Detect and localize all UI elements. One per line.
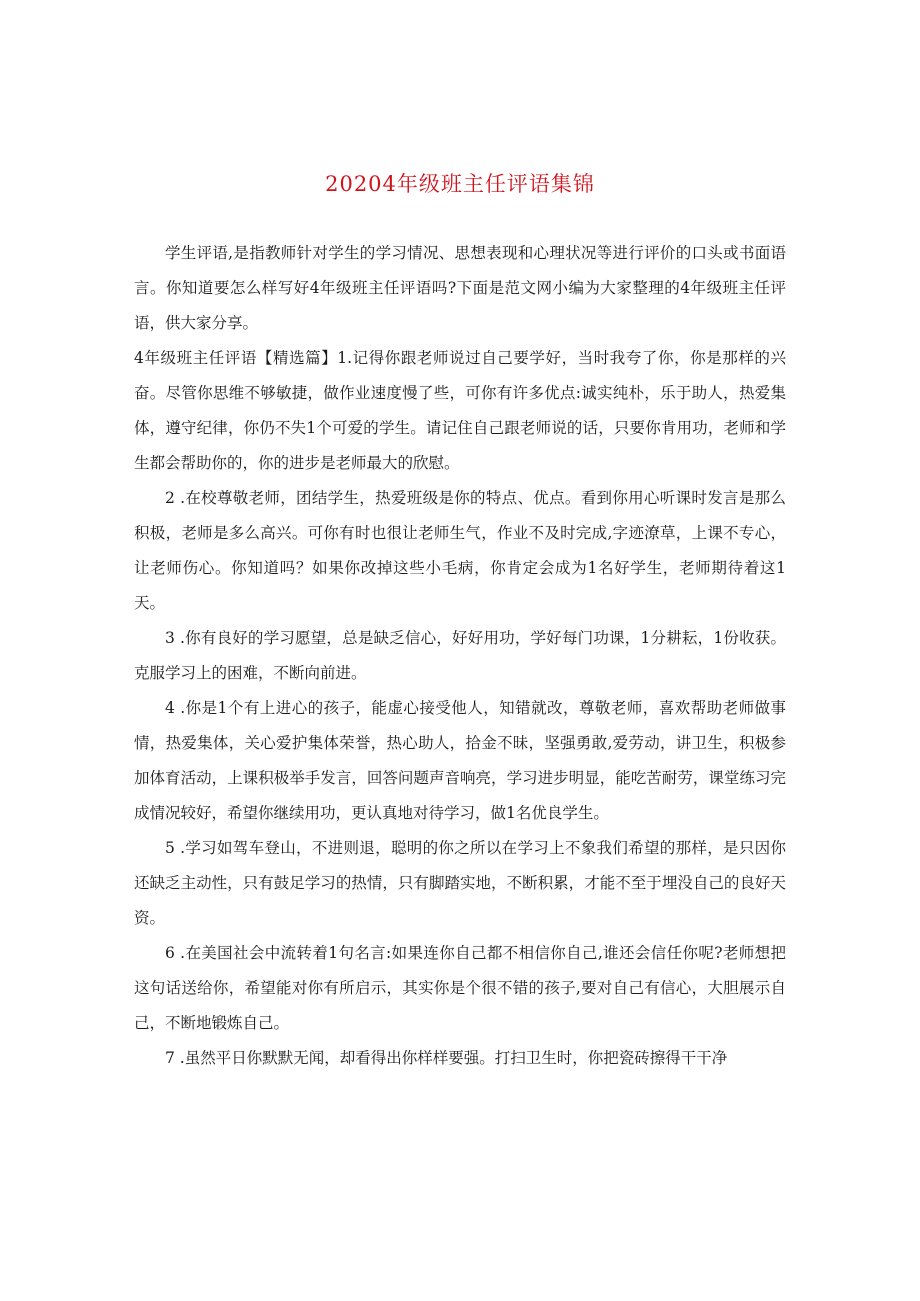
comment-paragraph-1: 4年级班主任评语【精选篇】1.记得你跟老师说过自己要学好，当时我夸了你，你是那样的兴奋。尽管你思维不够敏捷，做作业速度慢了些，可你有许多优点:诚实纯朴，乐于助人，热爱集体，遵守纪律，你仍不失1个可爱的学生。请记住自己跟老师说的话，只要你肯用功，老师和学生都会帮助你的，你的进步是老师最大的欣慰。 [134,349,786,472]
comment-paragraph-4: 4 .你是1个有上进心的孩子，能虚心接受他人，知错就改，尊敬老师，喜欢帮助老师做事情，热爱集体，关心爱护集体荣誉，热心助人，拾金不昧，坚强勇敢,爱劳动，讲卫生，积极参加体育活动，上课积极举手发言，回答问题声音响亮，学习进步明显，能吃苦耐劳，课堂练习完成情况较好，希望你继续用功，更认真地对待学习，做1名优良学生。 [134,699,786,822]
document-body [134,236,786,1076]
comment-paragraph-7: 7 .虽然平日你默默无闻，却看得出你样样要强。打扫卫生时，你把瓷砖擦得干干净 [165,1049,728,1067]
comment-paragraph-5: 5 .学习如驾车登山，不进则退，聪明的你之所以在学习上不象我们希望的那样，是只因你还缺乏主动性，只有鼓足学习的热情，只有脚踏实地，不断积累，才能不至于埋没自己的良好天资。 [134,839,786,927]
document-title: 20204年级班主任评语集锦 [325,172,595,196]
comment-paragraph-6: 6 .在美国社会中流转着1句名言:如果连你自己都不相信你自己,谁还会信任你呢?老师想把这句话送给你，希望能对你有所启示，其实你是个很不错的孩子,要对自己有信心，大胆展示自己，不断地锻炼自己。 [134,944,786,1032]
intro-paragraph: 学生评语,是指教师针对学生的学习情况、思想表现和心理状况等进行评价的口头或书面语言。你知道要怎么样写好4年级班主任评语吗?下面是范文网小编为大家整理的4年级班主任评语，供大家分享。 [134,244,786,332]
comment-paragraph-2: 2 .在校尊敬老师，团结学生，热爱班级是你的特点、优点。看到你用心听课时发言是那么积极，老师是多么高兴。可你有时也很让老师生气，作业不及时完成,字迹潦草，上课不专心，让老师伤心。你知道吗？如果你改掉这些小毛病，你肯定会成为1名好学生，老师期待着这1天。 [134,489,786,612]
comment-paragraph-3: 3 .你有良好的学习愿望，总是缺乏信心，好好用功，学好每门功课，1分耕耘，1份收获。克服学习上的困难，不断向前进。 [134,629,786,682]
